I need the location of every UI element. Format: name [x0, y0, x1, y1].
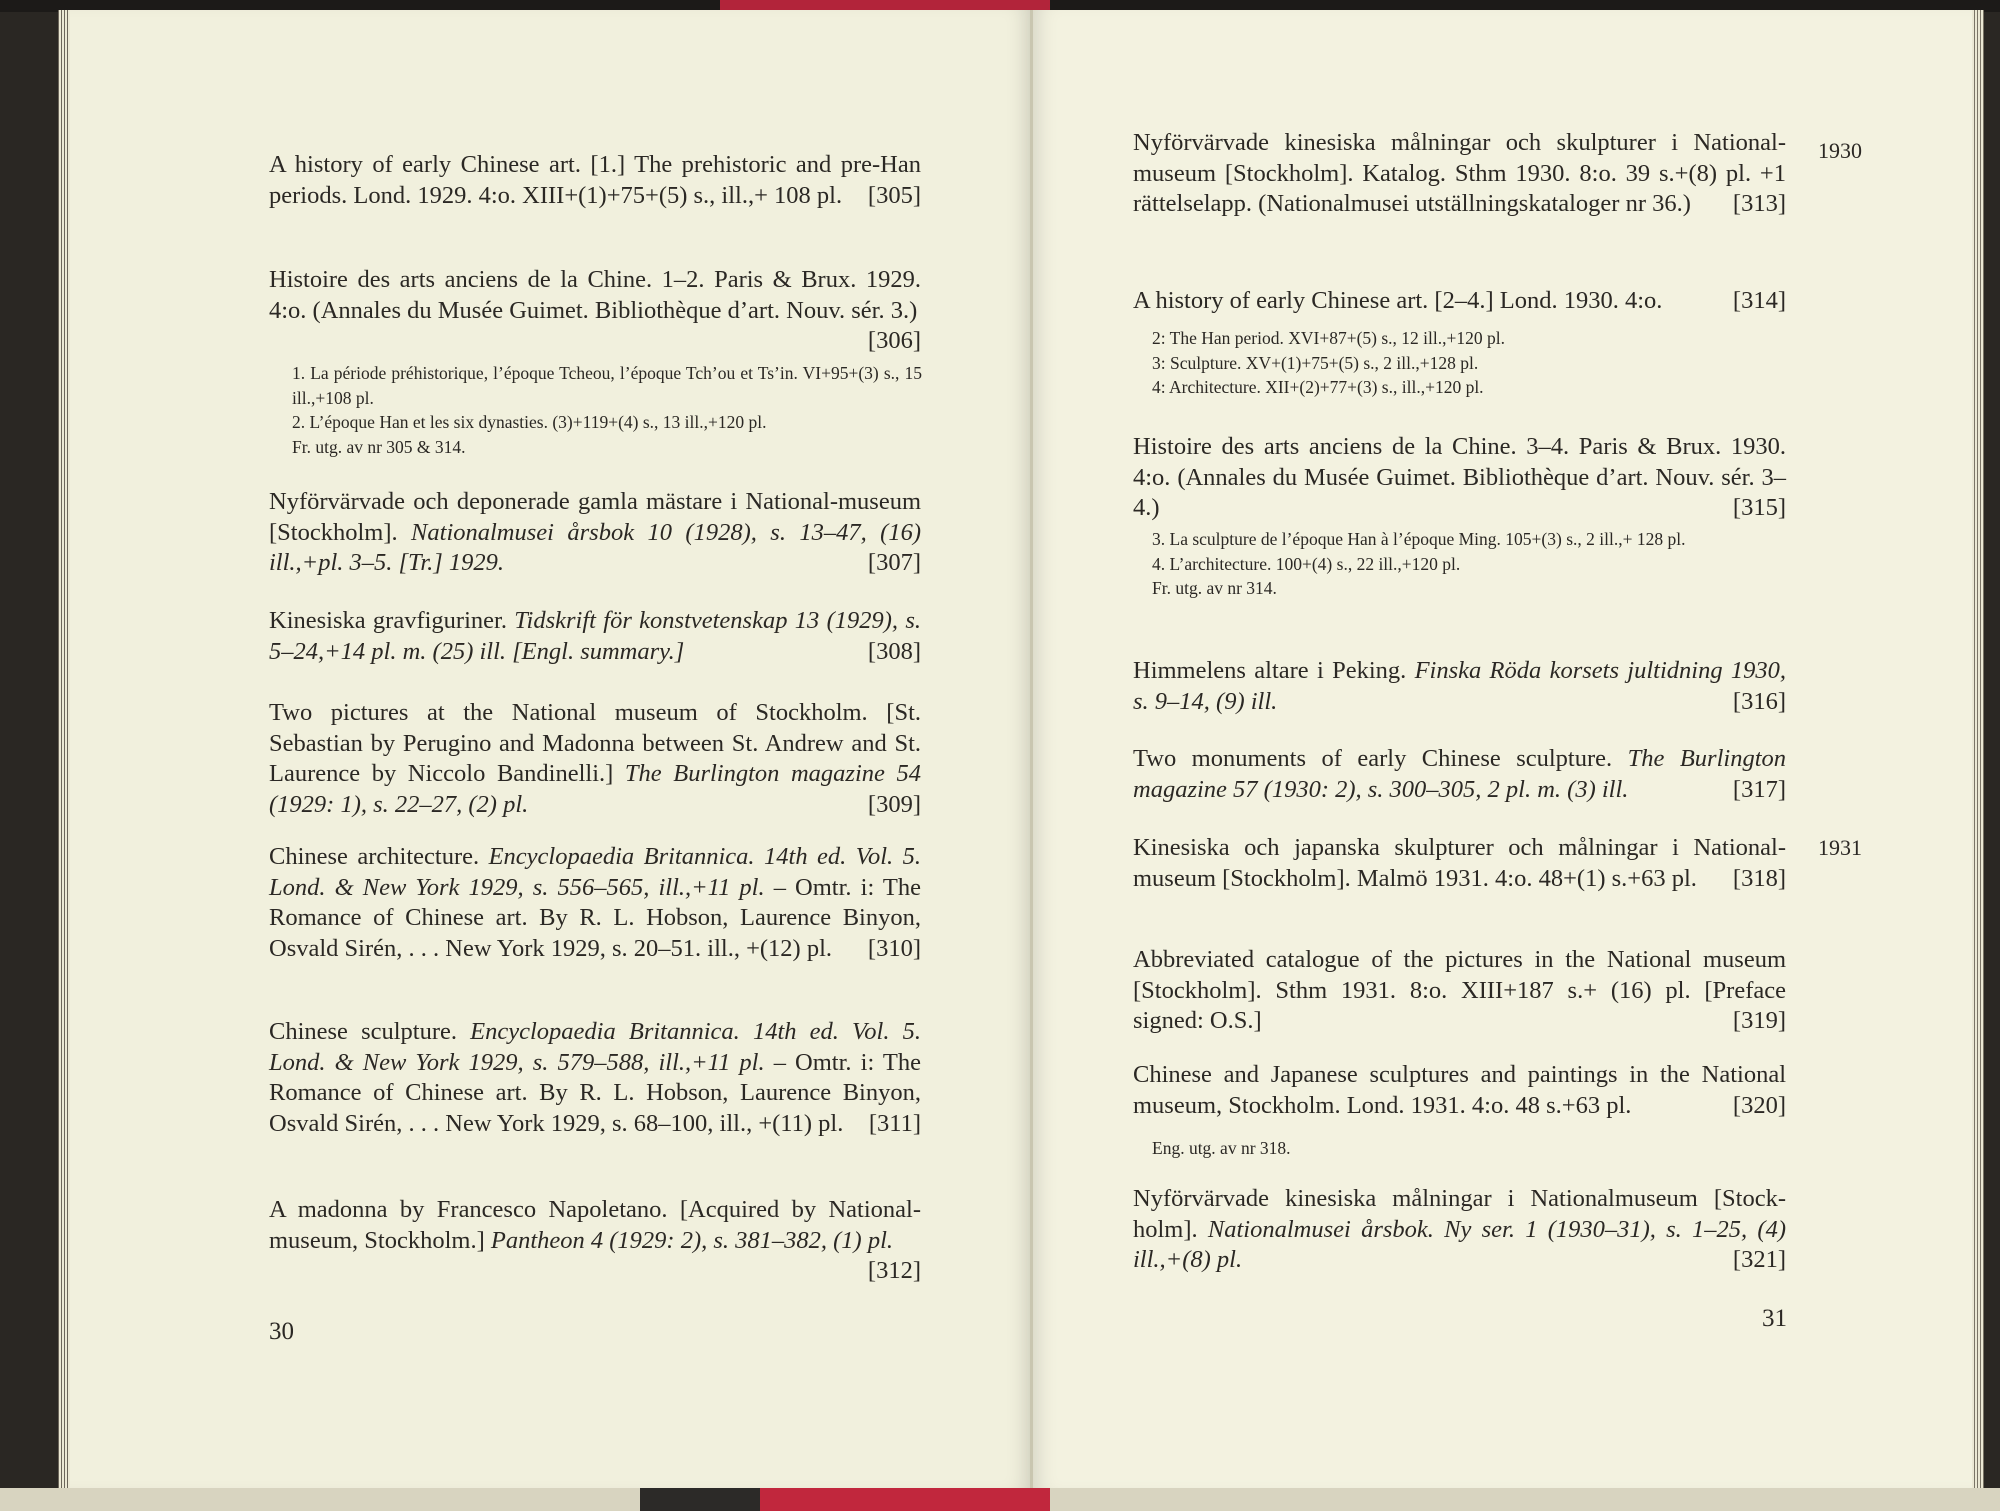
notes-315: [1152, 527, 1786, 601]
year-marker: 1931: [1818, 835, 1862, 860]
entry-text: A history of early Chinese art. [2–4.] Lond. 1930. 4:o.: [1133, 287, 1663, 314]
entry-number: [315]: [1732, 494, 1786, 521]
note: 4: Architecture. XII+(2)+77+(3) s., ill.,+120 pl.: [1152, 377, 1484, 397]
entry-number: [305]: [867, 181, 921, 209]
entry-number: [308]: [867, 637, 921, 665]
entry-number: [320]: [1732, 1091, 1786, 1119]
notes-306: [292, 361, 922, 459]
bibliography-entry: [269, 698, 921, 820]
entry-text: Two monuments of early Chinese sculpture.: [1133, 745, 1628, 772]
left-page-stack: [58, 10, 70, 1488]
entry-number: [318]: [1732, 864, 1786, 892]
entry-italic-text: Encyclopaedia Britannica. 14th ed. Vol. 5. Lond. & New York 1929, s. 556–565, ill.,+11 pl.: [269, 843, 922, 901]
bibliography-entry: [1133, 744, 1786, 805]
bibliography-entry: [269, 842, 921, 964]
entry-italic-text: Nationalmusei årsbok. Ny ser. 1 (1930–31), s. 1–25, (4) ill.,+(8) pl.: [1133, 1215, 1786, 1273]
bibliography-entry: [269, 150, 921, 211]
entry-number: [311]: [868, 1109, 921, 1137]
entry-number: [313]: [1732, 190, 1786, 217]
entry-number: [321]: [1732, 1246, 1786, 1273]
entry-text: Histoire des arts anciens de la Chine. 3–4. Paris & Brux. 1930. 4:o. (Annales du Musée Guimet. Bibliothèque d’art. Nouv. sér. 3–4.): [1133, 433, 1786, 521]
bibliography-entry: [1133, 945, 1786, 1037]
entry-text: Histoire des arts anciens de la Chine. 1–2. Paris & Brux. 1929. 4:o. (Annales du Musée Guimet. Bibliothèque d’art. Nouv. sér. 3.): [269, 266, 921, 324]
bibliography-entry: [269, 1017, 921, 1139]
entry-text: A history of early Chinese art. [1.] The prehistoric and pre-Han periods. Lond. 1929. 4:o. XIII+(1)+75+(5) s., ill.,+ 108 pl.: [269, 151, 921, 209]
entry-text: Nyförvärvade kinesiska målningar och skulpturer i National-museum [Stockholm]. Katalog. Sthm 1930. 8:o. 39 s.+(8) pl. +1 rättelselapp. (Nationalmusei utställningskataloger nr 36.): [1133, 129, 1786, 217]
entry-text: Kinesiska gravfiguriner.: [269, 607, 515, 634]
note: 4. L’architecture. 100+(4) s., 22 ill.,+120 pl.: [1152, 553, 1461, 574]
entry-number: [319]: [1732, 1007, 1786, 1034]
entry-text: – Omtr. i: The Romance of Chinese art. By R. L. Hobson, Laurence Binyon, Osvald Sirén, . . . New York 1929, s. 20–51. ill., +(12) pl.: [269, 873, 921, 962]
entry-italic-text: Pantheon 4 (1929: 2), s. 381–382, (1) pl.: [490, 1226, 894, 1254]
entry-italic-text: The Burlington magazine 54 (1929: 1), s. 22–27, (2) pl.: [269, 760, 921, 818]
entry-number: [310]: [867, 934, 921, 962]
entry-text: A madonna by Francesco Napoletano. [Acquired by National-museum, Stockholm.]: [269, 1196, 921, 1254]
note: 1. La période préhistorique, l’époque Tcheou, l’époque Tch’ou et Ts’in. VI+95+(3) s., 15 ill.,+108 pl.: [292, 363, 922, 408]
bibliography-entry: [269, 487, 921, 579]
entry-number: [306]: [867, 327, 921, 354]
entry-text: Nyförvärvade kinesiska målningar i Nationalmuseum [Stock-holm].: [1133, 1185, 1786, 1243]
entry-text: Chinese sculpture.: [269, 1018, 471, 1045]
bibliography-entry: [1133, 432, 1786, 524]
note: Eng. utg. av nr 318.: [1152, 1138, 1291, 1158]
bibliography-entry: [269, 1195, 921, 1287]
note: 2: The Han period. XVI+87+(5) s., 12 ill.,+120 pl.: [1152, 328, 1505, 348]
bibliography-entry: [1133, 286, 1786, 317]
right-page-stack: [1972, 10, 1984, 1488]
bibliography-entry: [1133, 656, 1786, 717]
bookmark-ribbon-bottom: [760, 1486, 1050, 1511]
entry-text: Nyförvärvade och deponerade gamla mästare i National-museum [Stockholm].: [269, 488, 921, 546]
note: 3. La sculpture de l’époque Han à l’époque Ming. 105+(3) s., 2 ill.,+ 128 pl.: [1152, 529, 1686, 549]
bibliography-entry: [269, 606, 921, 667]
entry-text: Abbreviated catalogue of the pictures in the National museum [Stockholm]. Sthm 1931. 8:o. XIII+187 s.+ (16) pl. [Preface signed: O.S.]: [1133, 946, 1786, 1034]
book-spine: [1030, 10, 1033, 1488]
entry-italic-text: Tidskrift för konstvetenskap 13 (1929), s. 5–24,+14 pl. m. (25) ill. [Engl. summary.]: [269, 607, 921, 665]
entry-number: [316]: [1732, 687, 1786, 715]
entry-text: Chinese architecture.: [269, 843, 489, 870]
entry-italic-text: Encyclopaedia Britannica. 14th ed. Vol. 5. Lond. & New York 1929, s. 579–588, ill.,+11 pl.: [269, 1018, 921, 1076]
entry-text: Chinese and Japanese sculptures and paintings in the National museum, Stockholm. Lond. 1931. 4:o. 48 s.+63 pl.: [1133, 1061, 1786, 1119]
entry-italic-text: The Burlington magazine 57 (1930: 2), s. 300–305, 2 pl. m. (3) ill.: [1133, 745, 1787, 803]
bibliography-entry: [269, 265, 921, 357]
entry-number: [312]: [867, 1257, 921, 1284]
entry-number: [309]: [867, 790, 921, 818]
note: 3: Sculpture. XV+(1)+75+(5) s., 2 ill.,+128 pl.: [1152, 352, 1479, 373]
entry-number: [314]: [1732, 287, 1786, 314]
notes-320: [1152, 1136, 1786, 1161]
page-number-right: 31: [1762, 1305, 1787, 1332]
entry-text: – Omtr. i: The Romance of Chinese art. By R. L. Hobson, Laurence Binyon, Osvald Sirén, . . . New York 1929, s. 68–100, ill., +(11) pl.: [269, 1048, 921, 1137]
bibliography-entry: [1133, 1060, 1786, 1121]
note: Fr. utg. av nr 305 & 314.: [292, 436, 466, 457]
entry-number: [317]: [1732, 775, 1786, 803]
bibliography-entry: [1133, 833, 1786, 894]
entry-italic-text: Finska Röda korsets jultidning 1930, s. 9–14, (9) ill.: [1133, 657, 1786, 715]
bibliography-entry: [1133, 128, 1786, 220]
entry-text: Kinesiska och japanska skulpturer och målningar i National-museum [Stockholm]. Malmö 1931. 4:o. 48+(1) s.+63 pl.: [1133, 834, 1786, 892]
entry-number: [307]: [867, 549, 921, 576]
note: Fr. utg. av nr 314.: [1152, 578, 1277, 598]
note: 2. L’époque Han et les six dynasties. (3)+119+(4) s., 13 ill.,+120 pl.: [292, 412, 767, 432]
notes-314: [1152, 326, 1786, 400]
year-marker: 1930: [1818, 138, 1862, 163]
bibliography-entry: [1133, 1184, 1786, 1276]
entry-text: Himmelens altare i Peking.: [1133, 657, 1415, 684]
entry-italic-text: Nationalmusei årsbok 10 (1928), s. 13–47, (16) ill.,+pl. 3–5. [Tr.] 1929.: [269, 518, 921, 576]
page-number-left: 30: [269, 1318, 294, 1345]
entry-text: Two pictures at the National museum of Stockholm. [St. Sebastian by Perugino and Madonna between St. Andrew and St. Laurence by Niccolo Bandinelli.]: [269, 699, 921, 787]
